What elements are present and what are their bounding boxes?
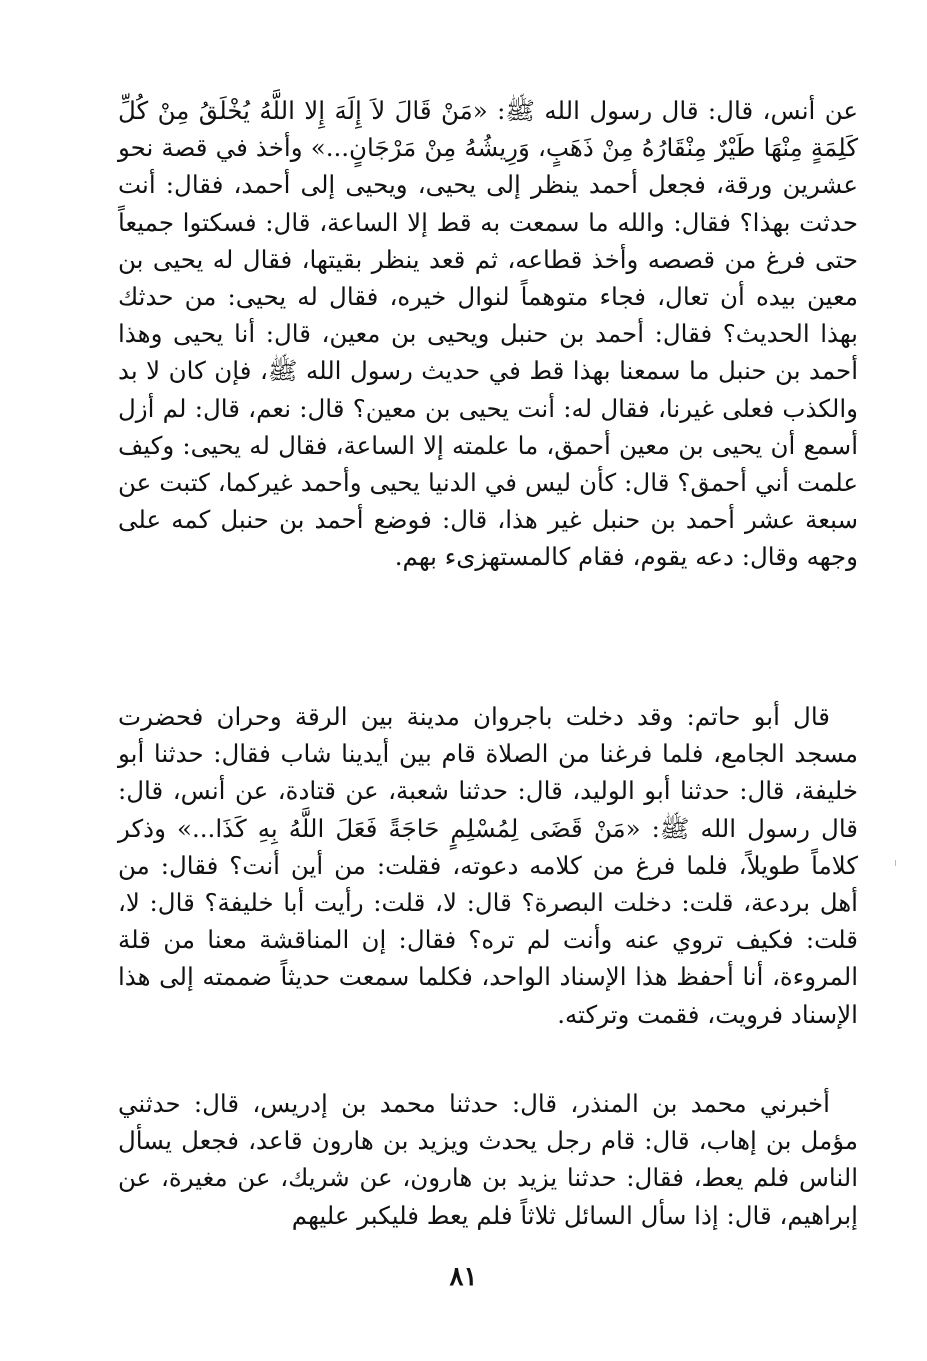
paragraph-2 (118, 698, 858, 1033)
page-number: ٨١ (449, 1262, 478, 1292)
paragraph-3-text: أخبرني محمد بن المنذر، قال: حدثنا محمد بن إدريس، قال: حدثني مؤمل بن إهاب، قال: قام رجل يحدث ويزيد بن هارون قاعد، فجعل يسأل الناس فلم يعط، فقال: حدثنا يزيد بن هارون، عن شريك، عن مغيرة، عن إبراهيم، قال: إذا سأل السائل ثلاثاً فلم يعط فليكبر عليهم (118, 1089, 858, 1230)
paragraph-3 (118, 1085, 858, 1234)
paragraph-1-text: عن أنس، قال: قال رسول الله ﷺ: «مَنْ قَالَ لاَ إِلَهَ إِلا اللَّهُ يُخْلَقُ مِنْ كُلِّ كَلِمَةٍ مِنْهَا طَيْرٌ مِنْقَارُهُ مِنْ ذَهَبٍ، وَرِيشُهُ مِنْ مَرْجَانٍ...» وأخذ في قصة نحو عشرين ورقة، فجعل أحمد ينظر إلى يحيى، ويحيى إلى أحمد، فقال: أنت حدثت بهذا؟ فقال: والله ما سمعت به قط إلا الساعة، قال: فسكتوا جميعاً حتى فرغ من قصصه وأخذ قطاعه، ثم قعد ينظر بقيتها، فقال له يحيى بن معين بيده أن تعال، فجاء متوهماً لنوال خيره، فقال له يحيى: من حدثك بهذا الحديث؟ فقال: أحمد بن حنبل ويحيى بن معين، قال: أنا يحيى وهذا أحمد بن حنبل ما سمعنا بهذا قط في حديث رسول الله ﷺ، فإن كان لا بد والكذب فعلى غيرنا، فقال له: أنت يحيى بن معين؟ قال: نعم، قال: لم أزل أسمع أن يحيى بن معين أحمق، ما علمته إلا الساعة، فقال له يحيى: وكيف علمت أني أحمق؟ قال: كأن ليس في الدنيا يحيى وأحمد غيركما، كتبت عن سبعة عشر أحمد بن حنبل غير هذا، قال: فوضع أحمد بن حنبل كمه على وجهه وقال: دعه يقوم، فقام كالمستهزىء بهم. (118, 96, 858, 572)
paragraph-2-text: قال أبو حاتم: وقد دخلت باجروان مدينة بين الرقة وحران فحضرت مسجد الجامع، فلما فرغنا من الصلاة قام بين أيدينا شاب فقال: حدثنا أبو خليفة، قال: حدثنا أبو الوليد، قال: حدثنا شعبة، عن قتادة، عن أنس، قال: قال رسول الله ﷺ: «مَنْ قَضَى لِمُسْلِمٍ حَاجَةً فَعَلَ اللَّهُ بِهِ كَذَا...» وذكر كلاماً طويلاً، فلما فرغ من كلامه دعوته، فقلت: من أين أنت؟ فقال: من أهل بردعة، قلت: دخلت البصرة؟ قال: لا، قلت: رأيت أبا خليفة؟ قال: لا، قلت: فكيف تروي عنه وأنت لم تره؟ فقال: إن المناقشة معنا من قلة المروءة، أنا أحفظ هذا الإسناد الواحد، فكلما سمعت حديثاً ضممته إلى هذا الإسناد فرويت، فقمت وتركته. (118, 702, 858, 1029)
paragraph-1 (118, 92, 858, 576)
margin-mark (895, 860, 896, 866)
